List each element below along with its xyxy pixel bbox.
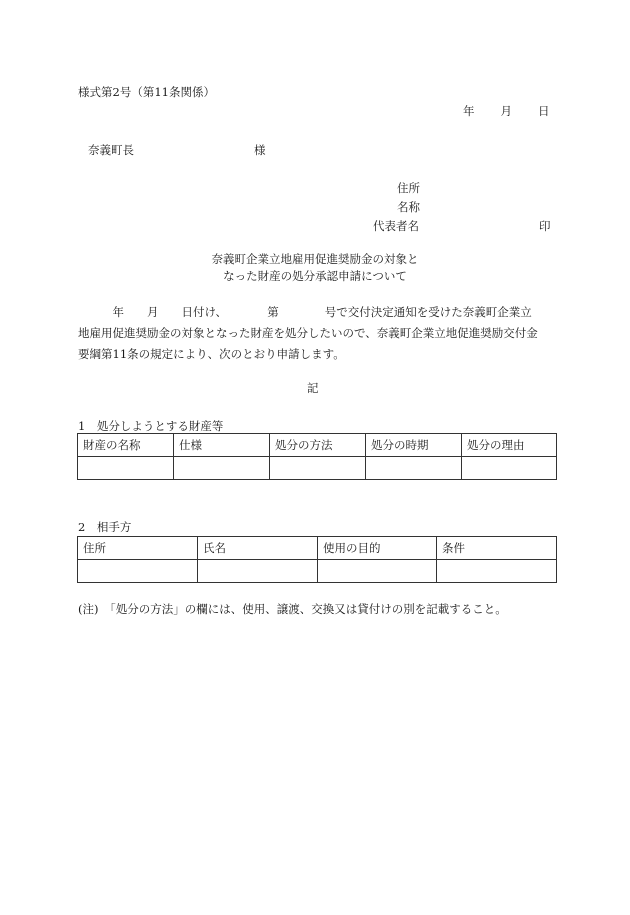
date-day: 日 xyxy=(538,104,550,118)
title-line-2: なった財産の処分承認申請について xyxy=(223,269,407,283)
table-header-row xyxy=(78,434,557,457)
cell-disposal-time[interactable] xyxy=(366,457,462,480)
table-row xyxy=(78,457,557,480)
seal-mark: 印 xyxy=(539,219,551,233)
body-line-1: 年 月 日付け、 第 号で交付決定通知を受けた奈義町企業立 xyxy=(78,305,532,319)
form-number: 様式第2号（第11条関係） xyxy=(78,85,215,99)
title-line-1: 奈義町企業立地雇用促進奨励金の対象と xyxy=(211,252,419,266)
addressee-honorific: 様 xyxy=(254,143,266,157)
col-specification: 仕様 xyxy=(174,434,270,457)
body-line-3: 要綱第11条の規定により、次のとおり申請します。 xyxy=(78,347,345,361)
table-row xyxy=(78,560,557,583)
col-disposal-method: 処分の方法 xyxy=(270,434,366,457)
cell-purpose[interactable] xyxy=(318,560,437,583)
body-line-2: 地雇用促進奨励金の対象となった財産を処分したいので、奈義町企業立地促進奨励交付金 xyxy=(78,326,538,340)
applicant-address-label: 住所 xyxy=(397,181,420,195)
cell-disposal-method[interactable] xyxy=(270,457,366,480)
counterparty-table xyxy=(77,536,557,583)
addressee-name: 奈義町長 xyxy=(88,143,134,157)
col-name: 氏名 xyxy=(198,537,318,560)
col-conditions: 条件 xyxy=(437,537,557,560)
cell-specification[interactable] xyxy=(174,457,270,480)
document-title xyxy=(0,251,630,285)
cell-disposal-reason[interactable] xyxy=(462,457,557,480)
addressee xyxy=(88,142,266,158)
table-header-row xyxy=(78,537,557,560)
date-line xyxy=(463,103,550,119)
col-property-name: 財産の名称 xyxy=(78,434,174,457)
cell-name[interactable] xyxy=(198,560,318,583)
cell-address[interactable] xyxy=(78,560,198,583)
col-purpose: 使用の目的 xyxy=(318,537,437,560)
footnote: (注) 「処分の方法」の欄には、使用、譲渡、交換又は貸付けの別を記載すること。 xyxy=(78,602,507,616)
cell-conditions[interactable] xyxy=(437,560,557,583)
section1-heading: 1 処分しようとする財産等 xyxy=(78,419,224,433)
cell-property-name[interactable] xyxy=(78,457,174,480)
col-disposal-reason: 処分の理由 xyxy=(462,434,557,457)
col-disposal-time: 処分の時期 xyxy=(366,434,462,457)
section2-heading: 2 相手方 xyxy=(78,520,132,534)
date-year: 年 xyxy=(463,104,475,118)
applicant-representative-label: 代表者名 xyxy=(373,219,419,233)
ki-marker: 記 xyxy=(307,381,319,395)
body-text xyxy=(78,302,554,365)
date-month: 月 xyxy=(500,104,512,118)
applicant-name-label: 名称 xyxy=(397,200,420,214)
property-table xyxy=(77,433,557,480)
col-address: 住所 xyxy=(78,537,198,560)
